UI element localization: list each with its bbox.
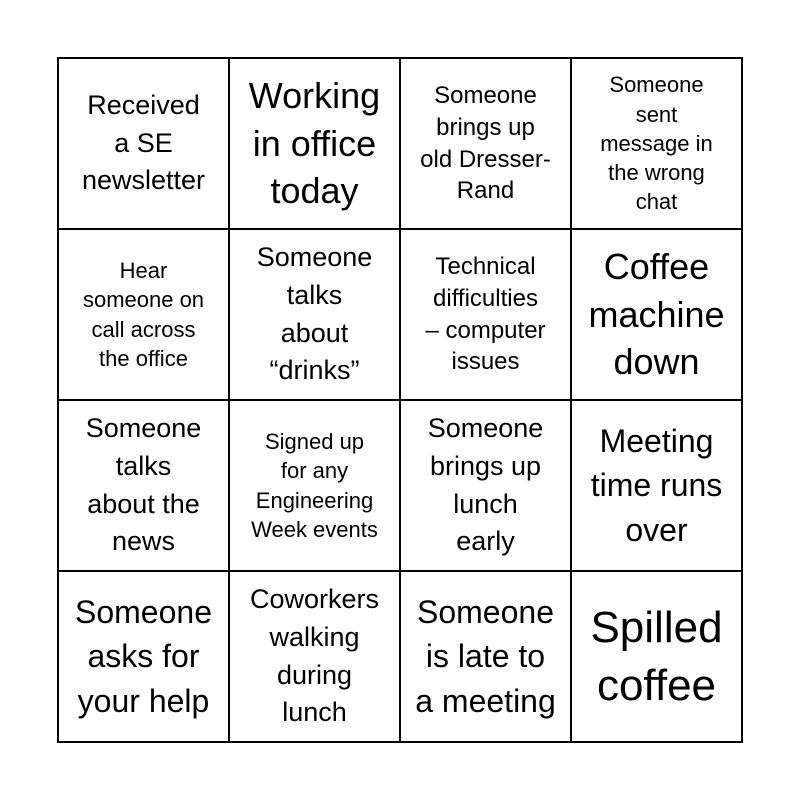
bingo-cell-7[interactable] <box>400 229 571 400</box>
bingo-cell-16[interactable] <box>571 571 742 742</box>
bingo-cell-15[interactable] <box>400 571 571 742</box>
bingo-cell-label: Someone brings up lunch early <box>427 412 544 557</box>
bingo-cell-3[interactable] <box>400 58 571 229</box>
bingo-cell-label: Coffee machine down <box>588 245 725 383</box>
bingo-cell-2[interactable] <box>229 58 400 229</box>
bingo-cell-label: Someone talks about the news <box>85 412 202 557</box>
bingo-cell-10[interactable] <box>229 400 400 571</box>
bingo-cell-label: Someone asks for your help <box>75 594 212 719</box>
bingo-cell-label: Coworkers walking during lunch <box>249 583 380 728</box>
bingo-cell-label: Spilled coffee <box>590 603 723 710</box>
bingo-cell-label: Meeting time runs over <box>590 423 723 548</box>
bingo-cell-label: Someone brings up old Dresser- Rand <box>420 81 551 205</box>
bingo-cell-label: Hear someone on call across the office <box>82 258 205 371</box>
bingo-board <box>57 57 743 743</box>
bingo-cell-13[interactable] <box>58 571 229 742</box>
bingo-cell-14[interactable] <box>229 571 400 742</box>
bingo-cell-label: Someone talks about “drinks” <box>256 241 373 386</box>
bingo-cell-label: Someone is late to a meeting <box>415 594 556 719</box>
bingo-cell-11[interactable] <box>400 400 571 571</box>
bingo-cell-label: Received a SE newsletter <box>81 89 206 196</box>
bingo-cell-12[interactable] <box>571 400 742 571</box>
bingo-cell-9[interactable] <box>58 400 229 571</box>
bingo-cell-6[interactable] <box>229 229 400 400</box>
bingo-cell-label: Signed up for any Engineering Week events <box>251 429 378 542</box>
bingo-cell-label: Working in office today <box>248 74 381 212</box>
bingo-cell-8[interactable] <box>571 229 742 400</box>
bingo-cell-4[interactable] <box>571 58 742 229</box>
bingo-cell-label: Someone sent message in the wrong chat <box>600 72 713 215</box>
bingo-cell-5[interactable] <box>58 229 229 400</box>
bingo-cell-label: Technical difficulties – computer issues <box>425 252 546 376</box>
bingo-cell-1[interactable] <box>58 58 229 229</box>
